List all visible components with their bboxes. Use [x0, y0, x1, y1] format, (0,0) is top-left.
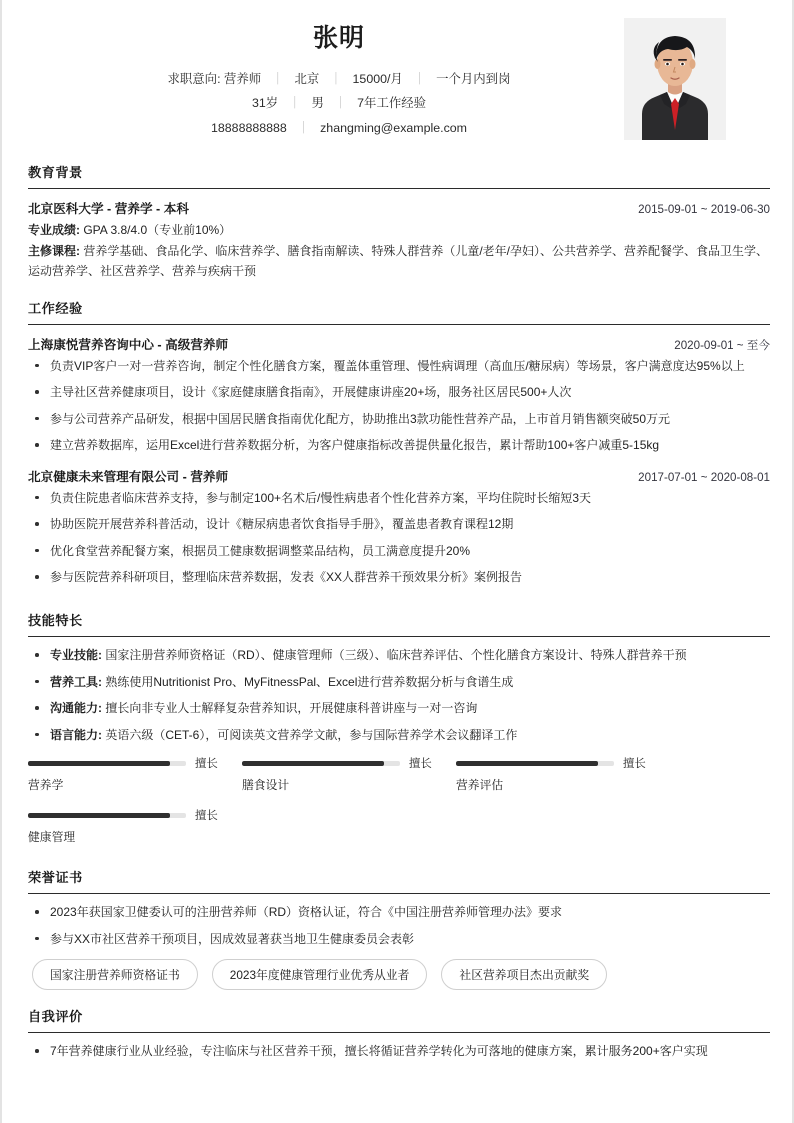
section-skills: [28, 594, 770, 859]
skills-bullet-list: [28, 646, 770, 745]
work-date: 2020-09-01 ~ 至今: [674, 338, 770, 352]
skill-value: 熟练使用Nutritionist Pro、MyFitnessPal、Excel进行营养数据分析与食谱生成: [105, 674, 514, 689]
skill-bar-fill: [456, 761, 598, 766]
education-gpa-row: [28, 220, 770, 241]
personal-age: 31岁: [251, 96, 279, 111]
certificate-tag[interactable]: 2023年度健康管理行业优秀从业者: [212, 959, 428, 990]
list-item: 优化食堂营养配餐方案，根据员工健康数据调整菜品结构，员工满意度提升20%: [28, 542, 770, 561]
education-entry: [28, 198, 770, 282]
separator-icon: ｜: [297, 121, 310, 136]
section-title-skills: 技能特长: [28, 613, 83, 629]
entry-header: [28, 466, 770, 485]
list-item: [28, 726, 770, 745]
section-divider: [28, 324, 770, 325]
section-title-education: 教育背景: [28, 165, 83, 180]
skill-bar-level: 擅长: [409, 758, 432, 771]
skill-label: 专业技能:: [50, 648, 102, 663]
education-gpa-value: GPA 3.8/4.0（专业前10%）: [83, 223, 232, 237]
list-item: 参与公司营养产品研发，根据中国居民膳食指南优化配方，协助推出3款功能性营养产品，上市首月销售额突破50万元: [28, 410, 770, 429]
skill-bar-level: 擅长: [195, 758, 218, 771]
list-item: 参与XX市社区营养干预项目，因成效显著获当地卫生健康委员会表彰: [28, 930, 770, 949]
skill-value: 国家注册营养师资格证（RD）、健康管理师（三级）、临床营养评估、个性化膳食方案设计、特殊人群营养干预: [105, 648, 687, 663]
section-divider: [28, 1032, 770, 1033]
summary-bullet-list: [28, 1042, 770, 1061]
skill-value: 英语六级（CET-6），可阅读英文营养学文献，参与国际营养学术会议翻译工作: [105, 727, 518, 742]
objective-availability: 一个月内到岗: [436, 71, 511, 86]
avatar-illustration: [624, 18, 726, 140]
skill-label: 沟通能力:: [50, 701, 102, 716]
contact-phone[interactable]: 18888888888: [211, 121, 287, 136]
certificate-tag-group: [28, 959, 770, 990]
separator-icon: ｜: [329, 71, 343, 86]
objective-city: 北京: [294, 71, 320, 86]
list-item: [28, 699, 770, 718]
skill-bar-track: [28, 761, 186, 766]
section-title-summary: 自我评价: [28, 1009, 83, 1024]
skill-bar-name: 膳食设计: [242, 778, 290, 793]
education-date: 2015-09-01 ~ 2019-06-30: [638, 203, 770, 216]
work-entry: [28, 334, 770, 456]
objective-position: 营养师: [223, 71, 262, 86]
list-item: [28, 673, 770, 692]
skill-bar-name: 健康管理: [28, 830, 76, 845]
work-company: 上海康悦营养咨询中心 - 高级营养师: [28, 337, 229, 352]
skill-bar-name: 营养学: [28, 778, 64, 793]
separator-icon: ｜: [288, 96, 302, 111]
meta-line-personal: [28, 91, 650, 116]
objective-label: 求职意向:: [167, 71, 221, 86]
avatar: [624, 18, 726, 140]
work-company: 北京健康未来管理有限公司 - 营养师: [28, 469, 229, 484]
list-item: 负责住院患者临床营养支持，参与制定100+名术后/慢性病患者个性化营养方案，平均住院时长缩短3天: [28, 489, 770, 508]
section-divider: [28, 636, 770, 637]
skill-bar-level: 擅长: [623, 758, 646, 771]
education-gpa-label: 专业成绩:: [28, 223, 80, 237]
section-work: [28, 282, 770, 588]
list-item: 参与医院营养科研项目，整理临床营养数据，发表《XX人群营养干预效果分析》案例报告: [28, 568, 770, 587]
skill-bar-item: [28, 807, 242, 845]
skill-bar-row: [28, 755, 242, 771]
list-item: 负责VIP客户一对一营养咨询，制定个性化膳食方案，覆盖体重管理、慢性病调理（高血压/糖尿病）等场景，客户满意度达95%以上: [28, 357, 770, 376]
skill-bar-track: [28, 813, 186, 818]
list-item: 2023年获国家卫健委认可的注册营养师（RD）资格认证，符合《中国注册营养师管理办法》要求: [28, 903, 770, 922]
section-title-work: 工作经验: [28, 300, 83, 316]
work-bullet-list: [28, 489, 770, 588]
objective-salary: 15000/月: [352, 71, 403, 86]
skill-bar-track: [242, 761, 400, 766]
section-education: [28, 156, 770, 282]
work-entry: [28, 466, 770, 588]
separator-icon: ｜: [334, 96, 347, 111]
education-courses-value: 营养学基础、食品化学、临床营养学、膳食指南解读、特殊人群营养（儿童/老年/孕妇）、公共营养学、营养配餐学、食品卫生学、运动营养学、社区营养学、营养与疾病干预: [28, 243, 769, 279]
list-item: 7年营养健康行业从业经验，专注临床与社区营养干预，擅长将循证营养学转化为可落地的健康方案，累计服务200+客户实现: [28, 1042, 770, 1061]
skill-label: 语言能力:: [50, 727, 102, 742]
skill-bar-item: [456, 755, 670, 793]
list-item: 协助医院开展营养科普活动，设计《糖尿病患者饮食指导手册》，覆盖患者教育课程12期: [28, 515, 770, 534]
skill-bar-row: [242, 755, 456, 771]
skill-bar-row: [28, 807, 242, 823]
skill-bar-row: [456, 755, 670, 771]
education-courses-label: 主修课程:: [28, 243, 80, 258]
page-title: 张明: [312, 24, 365, 52]
personal-gender: 男: [311, 96, 324, 111]
meta-line-contact: [28, 116, 650, 141]
entry-header: [28, 198, 770, 217]
certificate-tag[interactable]: 社区营养项目杰出贡献奖: [441, 959, 607, 990]
skill-bar-level: 擅长: [195, 810, 218, 823]
section-honors: [28, 859, 770, 990]
list-item: 建立营养数据库，运用Excel进行营养数据分析，为客户健康指标改善提供量化报告，累计帮助100+客户减重5-15kg: [28, 436, 770, 455]
skill-bar-item: [28, 755, 242, 793]
skill-label: 营养工具:: [50, 674, 102, 689]
separator-icon: ｜: [413, 71, 426, 86]
skill-bar-item: [242, 755, 456, 793]
meta-line-objective: [28, 67, 650, 92]
section-divider: [28, 893, 770, 894]
personal-experience: 7年工作经验: [357, 96, 427, 111]
resume-header: [28, 0, 770, 156]
separator-icon: ｜: [271, 71, 284, 86]
section-divider: [28, 188, 770, 189]
certificate-tag[interactable]: 国家注册营养师资格证书: [32, 959, 198, 990]
section-title-honors: 荣誉证书: [28, 870, 83, 886]
work-bullet-list: [28, 357, 770, 456]
skill-bar-fill: [242, 761, 384, 766]
education-school: 北京医科大学 - 营养学 - 本科: [28, 202, 189, 216]
work-date: 2017-07-01 ~ 2020-08-01: [638, 470, 770, 484]
entry-header: [28, 334, 770, 353]
skill-bar-name: 营养评估: [456, 778, 504, 793]
skill-bar-track: [456, 761, 614, 766]
list-item: 主导社区营养健康项目，设计《家庭健康膳食指南》，开展健康讲座20+场，服务社区居民500+人次: [28, 383, 770, 402]
education-courses-row: [28, 241, 770, 282]
list-item: [28, 646, 770, 665]
honors-bullet-list: [28, 903, 770, 949]
skill-bar-fill: [28, 761, 170, 766]
section-summary: [28, 990, 770, 1061]
skill-value: 擅长向非专业人士解释复杂营养知识，开展健康科普讲座与一对一咨询: [105, 701, 478, 716]
contact-email[interactable]: zhangming@example.com: [320, 121, 467, 136]
skill-bar-fill: [28, 813, 170, 818]
skill-bar-group: [28, 755, 770, 859]
